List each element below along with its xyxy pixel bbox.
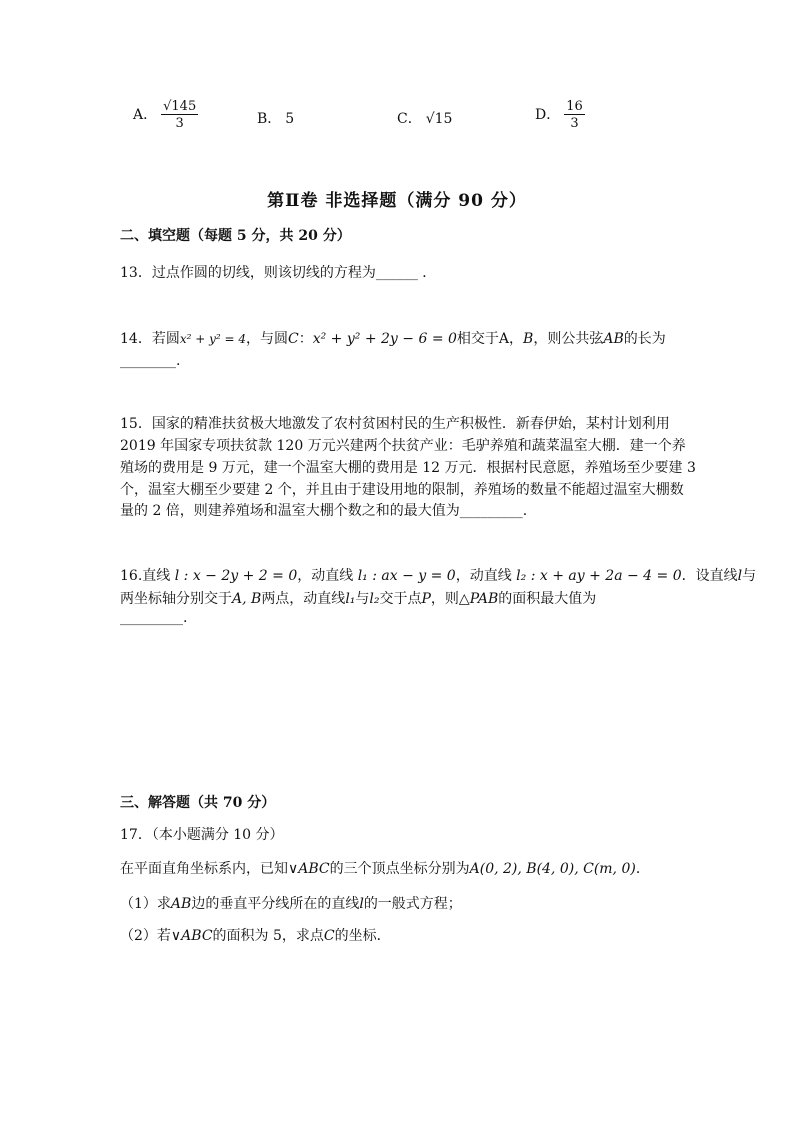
q14-circle2-name: C: [288, 331, 299, 347]
q17-p2b: 的面积为 5，求点: [212, 928, 324, 944]
q16-l2e: ，则△: [430, 591, 470, 607]
question-17-part2: [120, 925, 391, 945]
q16-eq2: l₁ : ax − y = 0: [357, 568, 456, 584]
q16-l2c: 与: [355, 591, 370, 607]
question-16-line1: [120, 565, 756, 585]
q17-p1a: （1）求: [120, 896, 171, 912]
option-d-denominator: 3: [570, 116, 579, 131]
q14-tail: ，则公共弦: [533, 331, 604, 347]
q16-p5: 与: [742, 568, 757, 584]
q17-stem-b: 的三个顶点坐标分别为: [329, 861, 470, 877]
q17-stem-c: ．: [635, 861, 650, 877]
q17-p1b: 边的垂直平分线所在的直线: [191, 896, 360, 912]
q14-end: 的长为: [623, 331, 666, 347]
option-c: [397, 108, 452, 128]
q17-p1-ab: AB: [170, 896, 192, 912]
solve-header: 三、解答题（共 70 分）: [120, 795, 276, 811]
q16-l2b: 两点，动直线: [261, 591, 346, 607]
q17-p1c: 的一般式方程；: [363, 896, 462, 912]
q16-l1: l₁: [345, 591, 356, 607]
q14-mid1: ，与圆: [246, 331, 288, 347]
q17-points: A(0, 2), B(4, 0), C(m, 0): [469, 861, 636, 877]
section-2-title: 第Ⅱ卷 非选择题（满分 90 分）: [267, 191, 527, 211]
q16-l2a: 两坐标轴分别交于: [120, 591, 232, 607]
question-17-title: 17．（本小题满分 10 分）: [120, 827, 284, 843]
q16-p: P: [421, 591, 431, 607]
option-d-numerator: 16: [566, 99, 583, 114]
q17-p2-abc: ABC: [181, 928, 213, 944]
q16-p3: ，动直线: [455, 568, 512, 584]
q16-p2: ，动直线: [297, 568, 354, 584]
q16-l2: l₂: [369, 591, 380, 607]
question-14-line2: ________.: [120, 353, 181, 369]
option-d-fraction: [564, 100, 585, 130]
option-a-fraction: [161, 100, 198, 130]
question-13: 13．过点作圆的切线，则该切线的方程为______ ．: [120, 265, 437, 281]
q14-sep: ，: [509, 331, 524, 347]
question-15-line1: 15．国家的精准扶贫极大地激发了农村贫困村民的生产积极性．新春伊始，某村计划利用: [120, 416, 670, 432]
q14-mid2: 相交于: [456, 331, 499, 347]
q14-chord: AB: [603, 331, 624, 347]
option-b-value: 5: [285, 111, 295, 127]
question-15-line5: 量的 2 倍，则建养殖场和温室大棚个数之和的最大值为_________.: [120, 503, 528, 519]
question-16-line2: [120, 588, 596, 608]
q17-abc: ABC: [298, 861, 330, 877]
q14-point-b: B: [523, 331, 534, 347]
q16-l2d: 交于点: [379, 591, 422, 607]
q16-p1: 16.直线: [120, 568, 171, 584]
question-17-part1: [120, 893, 462, 913]
q17-p2c: 的坐标．: [334, 928, 391, 944]
q14-point-a: A: [498, 331, 510, 347]
option-a-denominator: 3: [175, 116, 184, 131]
q16-l: l: [737, 568, 743, 584]
q16-eq1: l : x − 2y + 2 = 0: [174, 568, 298, 584]
question-14-line1: [120, 328, 666, 348]
q14-circle1-eq: x² + y² = 4: [179, 332, 246, 346]
q14-colon: ：: [298, 331, 313, 347]
fill-in-header: 二、填空题（每题 5 分，共 20 分）: [120, 228, 351, 244]
question-16-line3: _________.: [120, 610, 188, 626]
option-b-label: B．: [257, 111, 282, 127]
q16-ab: A, B: [232, 591, 262, 607]
option-c-value: √15: [425, 111, 453, 127]
q16-p4: ．设直线: [681, 568, 738, 584]
question-17-stem: [120, 858, 650, 878]
option-a-numerator: √145: [163, 99, 197, 114]
option-a: [133, 100, 198, 130]
q14-circle2-eq: x² + y² + 2y − 6 = 0: [312, 331, 457, 347]
q16-pab: PAB: [469, 591, 499, 607]
option-a-label: A．: [133, 107, 158, 123]
q16-eq3: l₂ : x + ay + 2a − 4 = 0: [516, 568, 682, 584]
option-d: [535, 100, 585, 130]
option-b: [257, 108, 294, 128]
q17-p2-c: C: [323, 928, 335, 944]
q17-p1-l: l: [359, 896, 364, 912]
q14-prefix: 14．若圆: [120, 331, 180, 347]
question-15-line3: 殖场的费用是 9 万元，建一个温室大棚的费用是 12 万元．根据村民意愿，养殖场至少要建 3: [120, 460, 696, 476]
q16-l2f: 的面积最大值为: [498, 591, 597, 607]
option-c-label: C．: [397, 111, 422, 127]
question-15-line4: 个，温室大棚至少要建 2 个，并且由于建设用地的限制，养殖场的数量不能超过温室大棚数: [120, 482, 684, 498]
q17-p2a: （2）若∨: [120, 928, 182, 944]
option-d-label: D．: [535, 107, 561, 123]
q17-stem-a: 在平面直角坐标系内，已知∨: [120, 861, 299, 877]
question-15-line2: 2019 年国家专项扶贫款 120 万元兴建两个扶贫产业：毛驴养殖和蔬菜温室大棚．建一个养: [120, 438, 686, 454]
